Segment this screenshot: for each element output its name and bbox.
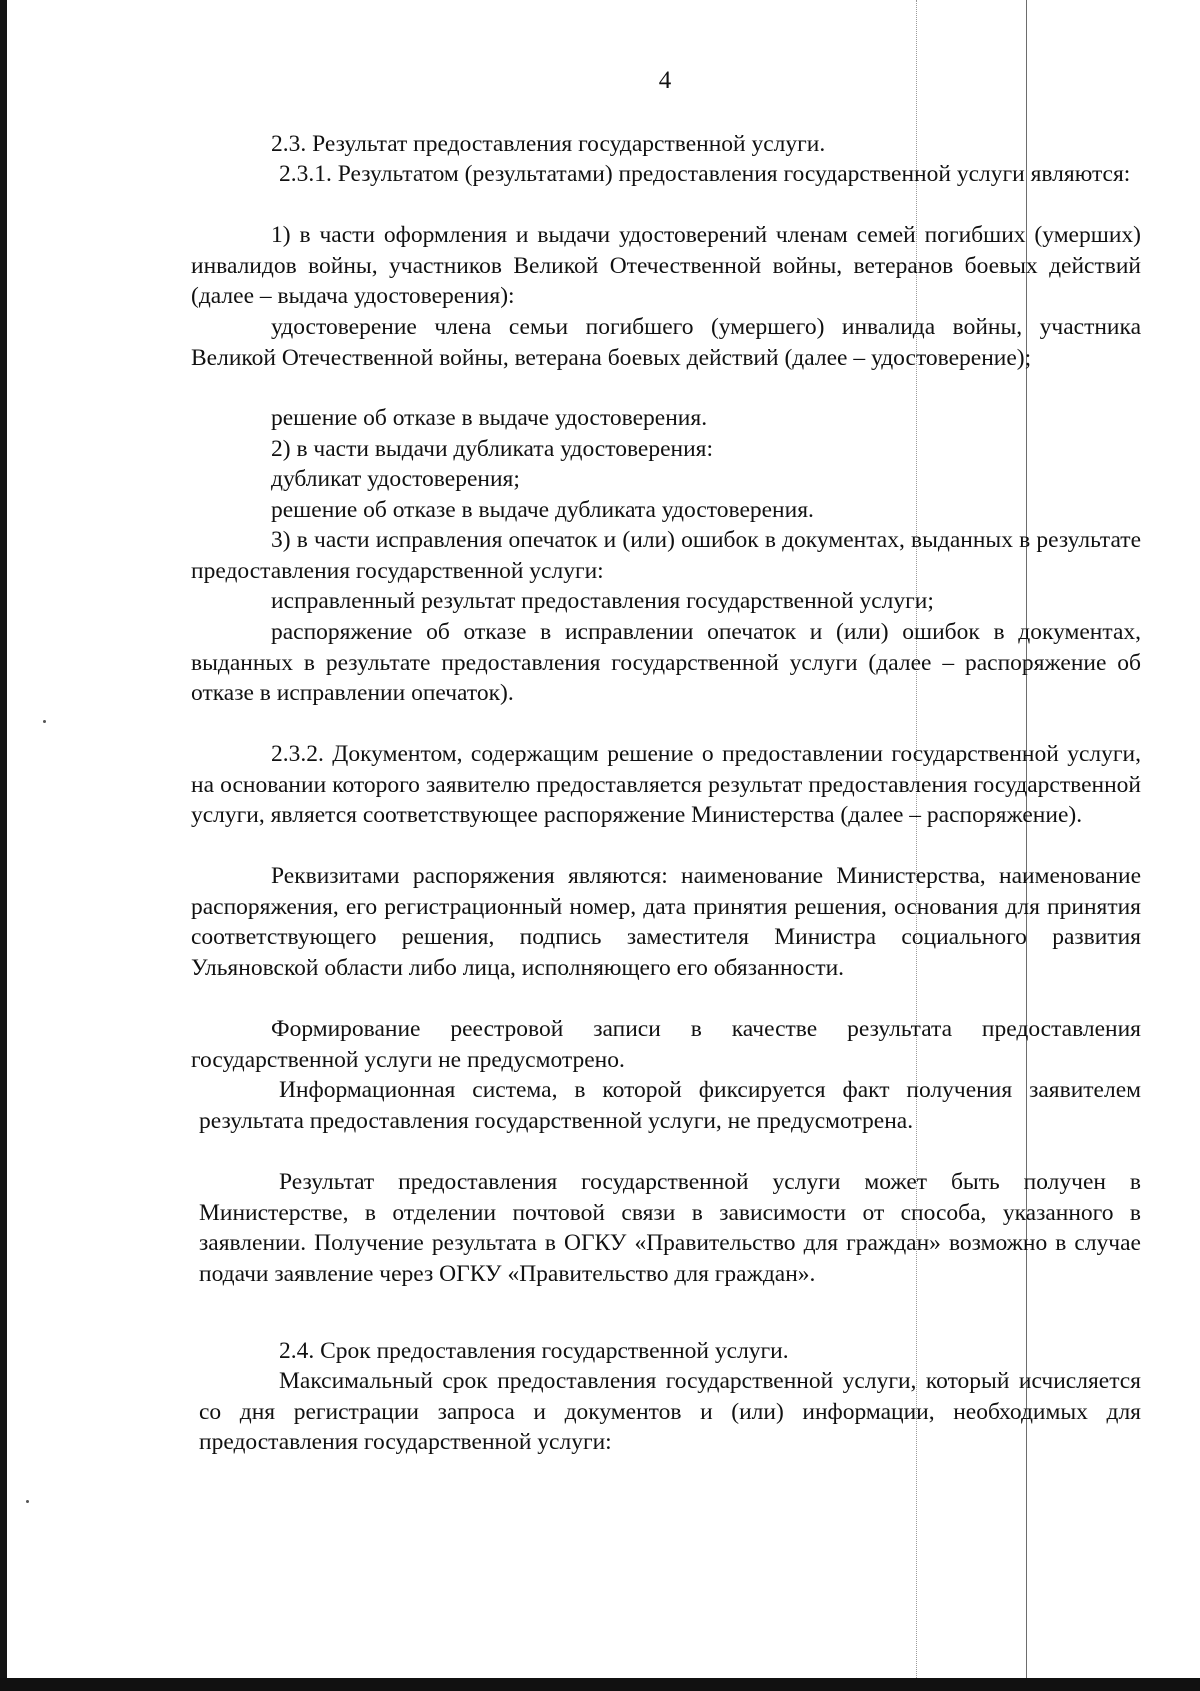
paragraph: 1) в части оформления и выдачи удостоверений членам семей погибших (умерших) инвалидов войны, участников Великой Отечественной войны, ветеранов боевых действий (далее – выдача удостоверения):: [191, 222, 1141, 309]
paragraph: 3) в части исправления опечаток и (или) ошибок в документах, выданных в результате предоставления государственной услуги:: [191, 527, 1141, 584]
paragraph: Максимальный срок предоставления государственной услуги, который исчисляется со дня регистрации запроса и документов и (или) информации, необходимых для предоставления государственной услуги:: [199, 1368, 1141, 1455]
paragraph: 2.3. Результат предоставления государственной услуги.: [271, 131, 826, 157]
paragraph: 2) в части выдачи дубликата удостоверения:: [271, 436, 714, 462]
paragraph: дубликат удостоверения;: [271, 466, 520, 492]
scan-speck: [43, 720, 46, 723]
scan-bottom-border: [0, 1678, 1200, 1691]
paragraph: 2.4. Срок предоставления государственной услуги.: [279, 1338, 789, 1364]
paragraph: Формирование реестровой записи в качестве результата предоставления государственной услуги не предусмотрено.: [191, 1016, 1141, 1073]
paragraph: распоряжение об отказе в исправлении опечаток и (или) ошибок в документах, выданных в результате предоставления государственной услуги (далее – распоряжение об отказе в исправлении опечаток).: [191, 619, 1141, 706]
page-number: 4: [658, 67, 672, 94]
paragraph: Реквизитами распоряжения являются: наименование Министерства, наименование распоряжения, его регистрационный номер, дата принятия решения, основания для принятия соответствующего решения, подпись заместителя Министра социального развития Ульяновской области либо лица, исполняющего его обязанности.: [191, 863, 1141, 981]
paragraph: 2.3.2. Документом, содержащим решение о предоставлении государственной услуги, на основании которого заявителю предоставляется результат предоставления государственной услуги, является соответствующее распоряжение Министерства (далее – распоряжение).: [191, 741, 1141, 828]
paragraph: исправленный результат предоставления государственной услуги;: [271, 588, 934, 614]
scan-left-border: [0, 0, 7, 1682]
paragraph: 2.3.1. Результатом (результатами) предоставления государственной услуги являются:: [279, 161, 1131, 187]
paragraph: Результат предоставления государственной услуги может быть получен в Министерстве, в отделении почтовой связи в зависимости от способа, указанного в заявлении. Получение результата в ОГКУ «Правительство для граждан» возможно в случае подачи заявление через ОГКУ «Правительство для граждан».: [199, 1169, 1141, 1287]
paragraph: удостоверение члена семьи погибшего (умершего) инвалида войны, участника Великой Отечественной войны, ветерана боевых действий (далее – удостоверение);: [191, 314, 1141, 371]
paragraph: решение об отказе в выдаче дубликата удостоверения.: [271, 497, 814, 523]
paragraph: Информационная система, в которой фиксируется факт получения заявителем результата предоставления государственной услуги, не предусмотрена.: [199, 1077, 1141, 1134]
paragraph: решение об отказе в выдаче удостоверения.: [271, 405, 708, 431]
scan-speck: [26, 1500, 29, 1503]
